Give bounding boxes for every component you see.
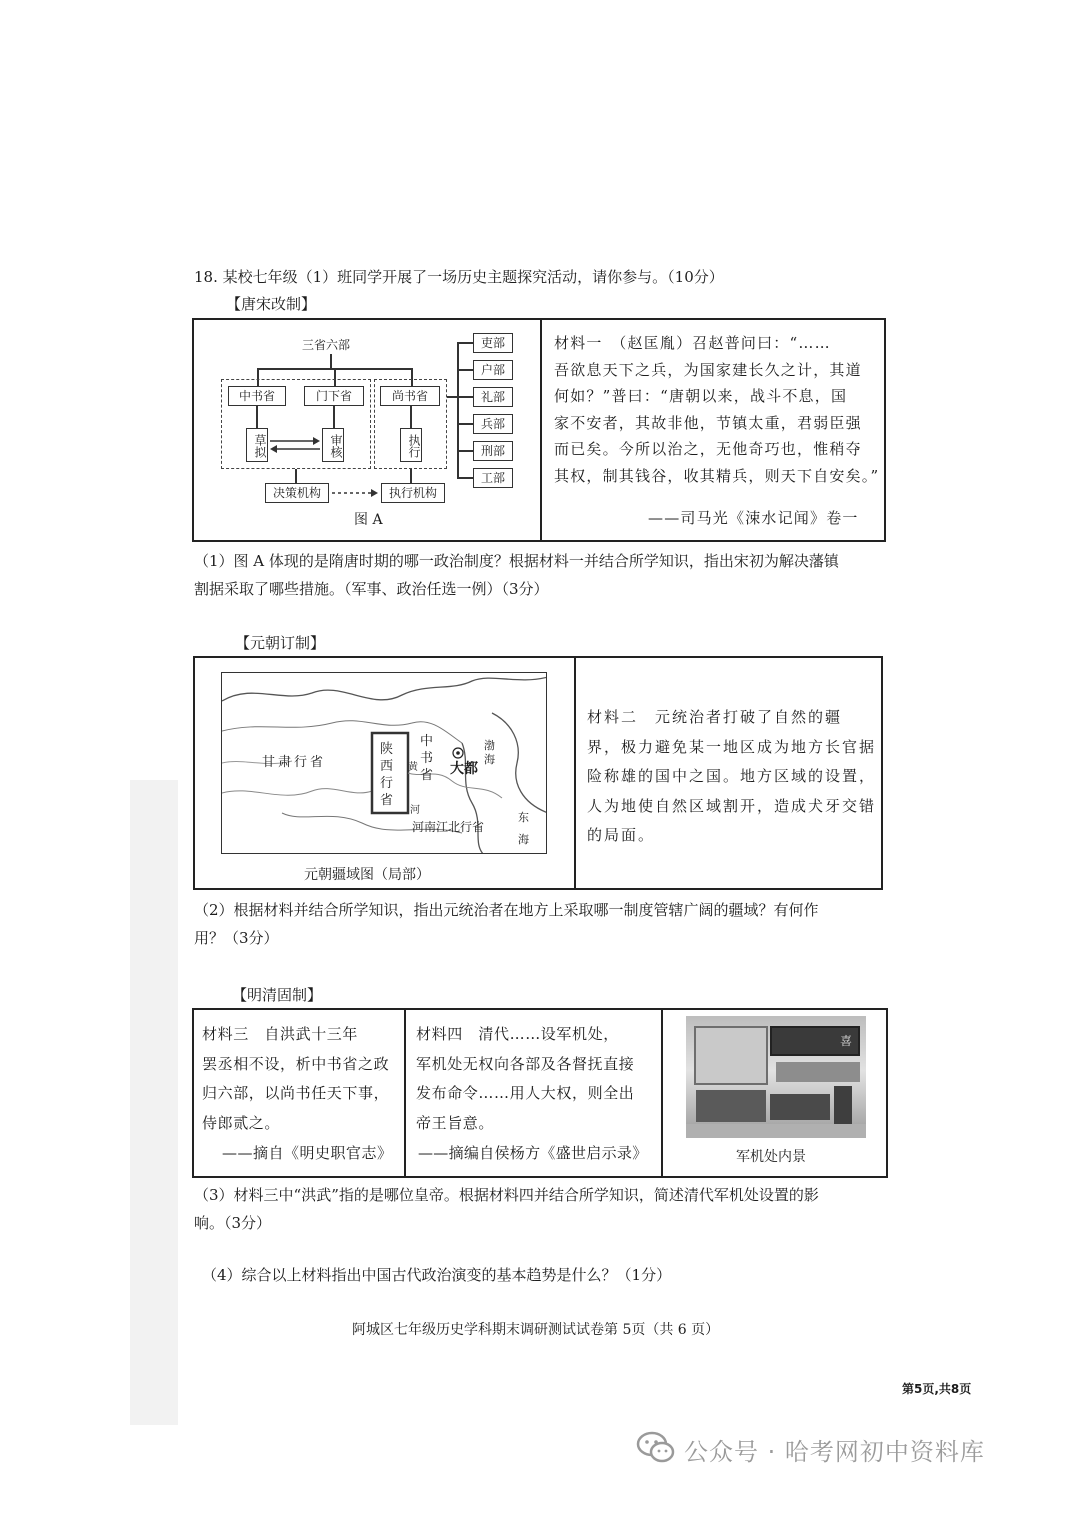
label-he: 河 <box>410 805 420 816</box>
material1-line: 吾欲息天下之兵，为国家建长久之计，其道 <box>554 360 862 379</box>
map-caption: 元朝疆域图（局部） <box>304 867 430 883</box>
line <box>295 469 297 483</box>
material1-lines <box>554 330 879 489</box>
execution-box: 执行机构 <box>381 483 445 503</box>
scan-shadow-strip <box>130 780 178 1425</box>
page-number: 第5页,共8页 <box>902 1382 972 1396</box>
question2 <box>194 896 819 952</box>
watermark-text: 公众号 · 哈考网初中资料库 <box>684 1438 985 1466</box>
decision-box: 决策机构 <box>265 483 329 503</box>
diagram-top-label: 三省六部 <box>302 338 351 352</box>
material3-line: 归六部，以尚书任天下事， <box>202 1084 390 1102</box>
material1 <box>554 330 879 489</box>
material2-line: 的局面。 <box>587 826 656 844</box>
section2-divider <box>574 656 576 890</box>
dashed-arrow-icon <box>330 487 380 499</box>
material3-line: 侍郎贰之。 <box>202 1113 281 1132</box>
label-gansu: 甘肃行省 <box>262 755 327 770</box>
label-zhongshu: 中书省 <box>420 734 434 783</box>
ministry-box: 吏部 <box>473 333 513 353</box>
material4-lines <box>416 1020 634 1138</box>
diagram-caption: 图 A <box>354 512 383 528</box>
question3 <box>194 1181 819 1237</box>
menxia-box: 门下省 <box>304 386 364 406</box>
question-header <box>194 266 724 288</box>
question-intro: 某校七年级（1）班同学开展了一场历史主题探究活动，请你参与。（10分） <box>222 268 724 286</box>
line <box>333 406 335 428</box>
exam-footer: 阿城区七年级历史学科期末调研测试试卷第 5页（共 6 页） <box>352 1322 720 1338</box>
photo-bench <box>696 1090 766 1122</box>
material2-line: 材料二 元统治者打破了自然的疆 <box>587 708 843 726</box>
zhongshu-box: 中书省 <box>228 386 286 406</box>
question1-line2: 割据采取了哪些措施。（军事、政治任选一例）（3分） <box>194 580 549 598</box>
yuan-map <box>221 672 547 854</box>
material4-line: 军机处无权向各部及各督抚直接 <box>416 1054 635 1073</box>
material3 <box>202 1020 389 1138</box>
ministry-box: 工部 <box>473 468 513 488</box>
line <box>256 406 258 428</box>
ministry-box: 礼部 <box>473 387 513 407</box>
material2-line: 人为地使自然区域割开，造成犬牙交错 <box>587 796 877 815</box>
question-number: 18. <box>194 268 218 286</box>
ministry-box: 刑部 <box>473 441 513 461</box>
label-donghai: 东海 <box>518 811 529 846</box>
question3-line2: 响。（3分） <box>194 1214 272 1232</box>
shangshu-box: 尚书省 <box>380 386 440 406</box>
line <box>330 354 332 368</box>
material1-line: 材料一 （赵匡胤）召赵普问曰：“…… <box>554 334 831 352</box>
material3-line: 罢丞相不设，析中书省之政 <box>202 1054 390 1073</box>
double-arrow-icon <box>268 436 322 454</box>
section3-title: 【明清固制】 <box>232 986 323 1004</box>
line <box>457 342 459 477</box>
photo-wall-painting <box>694 1026 768 1085</box>
ministry-box: 户部 <box>473 360 513 380</box>
material3-lines <box>202 1020 389 1138</box>
line <box>447 396 457 398</box>
material1-source: ——司马光《涑水记闻》卷一 <box>648 509 859 527</box>
material4-line: 发布命令……用人大权，则全出 <box>416 1084 635 1102</box>
material1-line: 家不安者，其故非他，节镇太重，君弱臣强 <box>554 413 862 432</box>
section3-divider-1 <box>404 1008 406 1178</box>
photo-caption: 军机处内景 <box>736 1149 806 1165</box>
material4-line: 帝王旨意。 <box>416 1113 495 1132</box>
photo-table <box>770 1094 830 1120</box>
photo-window <box>776 1062 860 1082</box>
material3-source: ——摘自《明史职官志》 <box>222 1144 393 1162</box>
question2-line1: （2）根据材料并结合所学知识，指出元统治者在地方上采取哪一制度管辖广阔的疆域？有何作 <box>194 901 819 919</box>
line <box>457 369 473 371</box>
material1-line: 而已矣。今所以治之，无他奇巧也，惟稍夺 <box>554 440 862 458</box>
section1-title: 【唐宋改制】 <box>226 295 317 313</box>
section2-title: 【元朝订制】 <box>235 634 326 652</box>
question3-line1: （3）材料三中“洪武”指的是哪位皇帝。根据材料四并结合所学知识，简述清代军机处设置的影 <box>194 1186 819 1204</box>
photo-floor <box>686 1124 866 1138</box>
material1-line: 其权，制其钱谷，收其精兵，则天下自安矣。” <box>554 466 880 485</box>
material2-line: 界，极力避免某一地区成为地方长官据 <box>587 737 877 756</box>
line <box>410 406 412 428</box>
question1 <box>194 547 839 603</box>
wechat-icon <box>636 1430 676 1464</box>
line <box>410 469 412 483</box>
photo-chair <box>834 1086 852 1126</box>
line <box>457 477 473 479</box>
line <box>457 450 473 452</box>
material4-source: ——摘编自侯杨方《盛世启示录》 <box>418 1144 648 1162</box>
shenhe-box: 审核 <box>322 428 344 462</box>
line <box>457 342 473 344</box>
line <box>457 396 473 398</box>
material4-line: 材料四 清代……设军机处， <box>416 1025 619 1043</box>
question4: （4）综合以上材料指出中国古代政治演变的基本趋势是什么？（1分） <box>202 1266 672 1284</box>
zhixing-box: 执行 <box>400 428 422 462</box>
question2-line2: 用？（3分） <box>194 929 279 947</box>
ministry-box: 兵部 <box>473 414 513 434</box>
material3-line: 材料三 自洪武十三年 <box>202 1025 359 1043</box>
label-huang: 黄 <box>408 762 418 773</box>
material2-lines <box>587 703 876 851</box>
label-shaanxi: 陕西行省 <box>380 742 394 808</box>
material4 <box>416 1020 634 1138</box>
material2-line: 险称雄的国中之国。地方区域的设置， <box>587 767 877 785</box>
section1-divider <box>540 318 542 542</box>
material1-line: 何如？”普曰：“唐朝以来，战斗不息，国 <box>554 387 848 405</box>
junjichu-photo <box>686 1016 866 1138</box>
section3-divider-2 <box>661 1008 663 1178</box>
label-henan: 河南江北行省 <box>412 820 485 834</box>
label-dadu: 大都 <box>450 761 478 777</box>
photo-plaque: 喜 <box>770 1026 860 1056</box>
question1-line1: （1）图 A 体现的是隋唐时期的哪一政治制度？根据材料一并结合所学知识，指出宋初为解决藩镇 <box>194 552 839 570</box>
caoni-box: 草拟 <box>246 428 268 462</box>
label-bohai: 渤海 <box>484 739 495 766</box>
material2 <box>587 703 876 851</box>
line <box>457 423 473 425</box>
